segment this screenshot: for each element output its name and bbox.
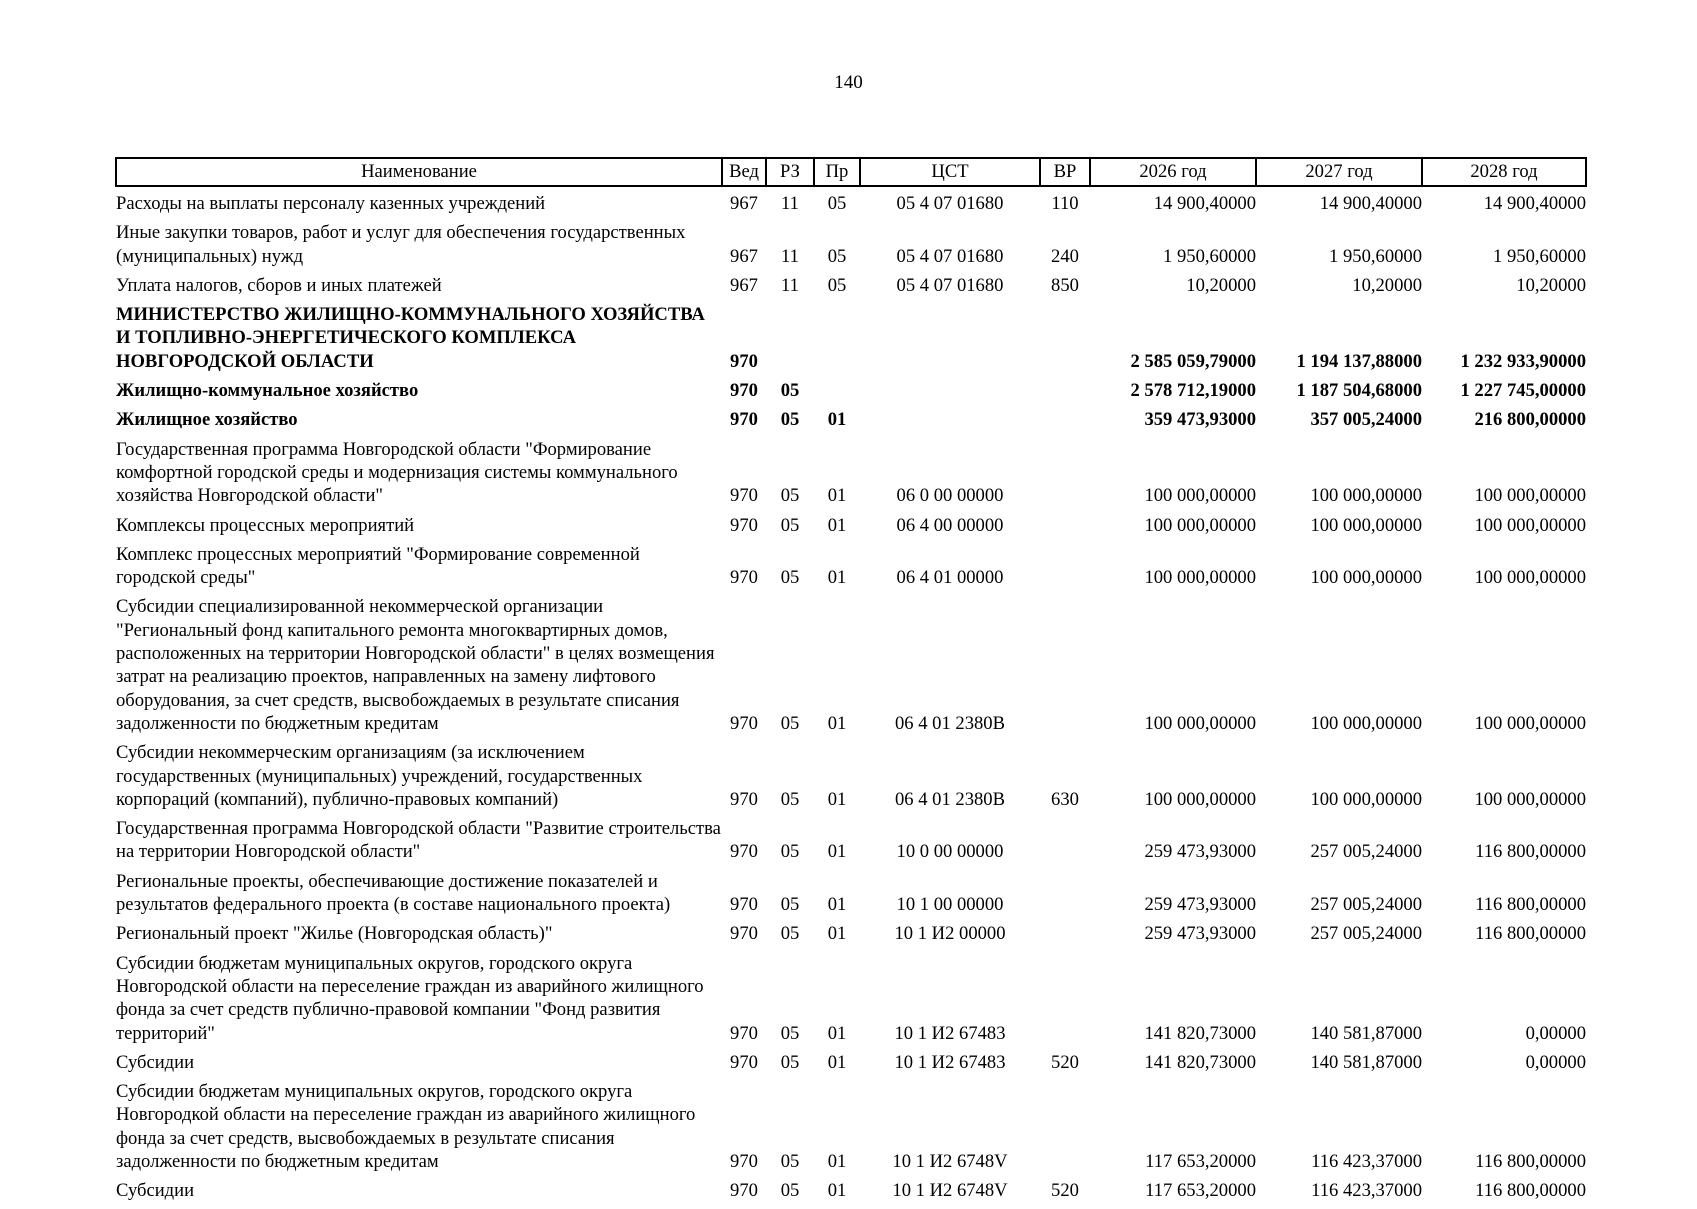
page-number: 140 [834, 72, 863, 93]
row-2027: 140 581,87000 [1310, 1051, 1422, 1073]
header-name: Наименование [116, 158, 722, 186]
row-pr: 01 [827, 923, 847, 945]
row-name: Комплекс процессных мероприятий "Формирование современной городской среды" [116, 543, 640, 589]
row-rz: 05 [780, 485, 800, 507]
row-ved: 970 [730, 485, 758, 507]
table-header-row [116, 158, 1586, 186]
row-2028: 116 800,00000 [1475, 1150, 1586, 1172]
row-vr: 850 [1051, 274, 1079, 296]
row-pr: 01 [827, 485, 847, 507]
row-rz: 05 [780, 380, 800, 402]
table-row [116, 741, 1586, 817]
row-cst: 06 4 00 00000 [896, 514, 1004, 536]
row-2027: 1 187 504,68000 [1296, 380, 1422, 402]
row-pr: 01 [827, 788, 847, 810]
row-2026: 141 820,73000 [1144, 1022, 1256, 1044]
row-2026: 359 473,93000 [1144, 409, 1256, 431]
row-vr: 240 [1051, 245, 1079, 267]
row-cst [860, 303, 1040, 379]
row-vr [1040, 543, 1090, 596]
row-rz: 05 [780, 514, 800, 536]
row-2028: 100 000,00000 [1474, 567, 1586, 589]
row-2026: 259 473,93000 [1144, 923, 1256, 945]
row-2028: 1 227 745,00000 [1460, 380, 1586, 402]
row-2027: 100 000,00000 [1310, 788, 1422, 810]
row-2026: 100 000,00000 [1144, 788, 1256, 810]
row-name: Государственная программа Новгородской области "Развитие строительства на территории Новгородской области" [116, 818, 721, 863]
row-pr: 01 [827, 1150, 847, 1172]
row-ved: 970 [730, 380, 758, 402]
row-vr [1040, 408, 1090, 437]
row-2028: 1 232 933,90000 [1460, 350, 1586, 372]
row-vr: 630 [1051, 788, 1079, 810]
row-2027: 100 000,00000 [1310, 712, 1422, 734]
row-name: Субсидии бюджетам муниципальных округов, городского округа Новгородкой области на переселение граждан из аварийного жилищного фонда за счет средств, высвобождаемых в результате списания задолженности по бюджетным кредитам [116, 1081, 696, 1172]
table-row [116, 922, 1586, 951]
row-name: МИНИСТЕРСТВО ЖИЛИЩНО-КОММУНАЛЬНОГО ХОЗЯЙСТВА И ТОПЛИВНО-ЭНЕРГЕТИЧЕСКОГО КОМПЛЕКСА НОВГОРОДСКОЙ ОБЛАСТИ [116, 304, 705, 372]
row-2028: 10,20000 [1516, 274, 1586, 296]
row-2026: 100 000,00000 [1144, 567, 1256, 589]
row-cst: 06 4 01 2380B [894, 712, 1006, 734]
row-2027: 1 950,60000 [1329, 245, 1422, 267]
row-pr: 01 [827, 1051, 847, 1073]
row-2027: 257 005,24000 [1310, 841, 1422, 863]
row-2027: 10,20000 [1352, 274, 1422, 296]
row-2026: 259 473,93000 [1144, 841, 1256, 863]
row-cst: 10 1 И2 00000 [894, 923, 1006, 945]
row-pr: 05 [827, 245, 847, 267]
row-rz: 05 [780, 712, 800, 734]
row-ved: 970 [730, 841, 758, 863]
row-name: Государственная программа Новгородской области "Формирование комфортной городской среды и модернизация системы коммунального хозяйства Новгородской области" [116, 438, 678, 507]
row-ved: 967 [730, 274, 758, 296]
row-rz: 05 [780, 788, 800, 810]
header-ved: Вед [722, 158, 766, 186]
row-vr [1040, 870, 1090, 923]
row-pr: 05 [827, 193, 847, 214]
row-2028: 0,00000 [1525, 1051, 1586, 1073]
row-rz: 05 [780, 1022, 800, 1044]
row-2026: 100 000,00000 [1144, 514, 1256, 536]
row-name: Комплексы процессных мероприятий [116, 514, 415, 536]
row-2028: 116 800,00000 [1475, 923, 1586, 945]
row-2027: 14 900,40000 [1319, 193, 1422, 214]
row-vr [1040, 817, 1090, 870]
row-2026: 117 653,20000 [1145, 1150, 1256, 1172]
row-2026: 259 473,93000 [1144, 894, 1256, 916]
row-2026: 1 950,60000 [1163, 245, 1256, 267]
row-name: Региональные проекты, обеспечивающие достижение показателей и результатов федерального проекта (в составе национального проекта) [116, 870, 671, 916]
row-vr [1040, 952, 1090, 1051]
row-cst: 05 4 07 01680 [896, 245, 1004, 267]
table-row [116, 870, 1586, 923]
row-vr [1040, 514, 1090, 543]
budget-table [115, 157, 1587, 1209]
row-rz: 05 [780, 1051, 800, 1073]
row-2027: 357 005,24000 [1310, 409, 1422, 431]
row-2028: 1 950,60000 [1493, 245, 1586, 267]
row-cst: 10 1 И2 67483 [894, 1022, 1006, 1044]
header-cst: ЦСТ [860, 158, 1040, 186]
row-2027: 100 000,00000 [1310, 567, 1422, 589]
row-ved: 970 [730, 409, 758, 431]
table-row [116, 1051, 1586, 1080]
table-row [116, 438, 1586, 514]
row-name: Субсидии [116, 1051, 195, 1073]
row-ved: 970 [730, 350, 758, 372]
header-vr: ВР [1040, 158, 1090, 186]
table-row [116, 1179, 1586, 1208]
row-rz: 05 [780, 1180, 800, 1202]
table-row [116, 186, 1586, 221]
row-cst: 06 4 01 00000 [896, 567, 1004, 589]
row-ved: 970 [730, 1180, 758, 1202]
row-2028: 100 000,00000 [1474, 788, 1586, 810]
row-vr [1040, 303, 1090, 379]
row-cst: 06 4 01 2380B [894, 788, 1006, 810]
row-cst [860, 408, 1040, 437]
row-name: Жилищно-коммунальное хозяйство [116, 380, 419, 402]
row-2028: 100 000,00000 [1474, 485, 1586, 507]
table-row [116, 595, 1586, 741]
row-2027: 257 005,24000 [1310, 923, 1422, 945]
row-ved: 967 [730, 245, 758, 267]
row-2027: 1 194 137,88000 [1296, 350, 1422, 372]
row-2028: 100 000,00000 [1474, 712, 1586, 734]
row-ved: 970 [730, 1150, 758, 1172]
table-row [116, 221, 1586, 274]
header-2028: 2028 год [1422, 158, 1586, 186]
row-ved: 970 [730, 894, 758, 916]
row-ved: 970 [730, 514, 758, 536]
row-2028: 216 800,00000 [1474, 409, 1586, 431]
row-rz: 05 [780, 1150, 800, 1172]
row-pr: 01 [827, 712, 847, 734]
row-vr [1040, 1080, 1090, 1179]
row-2026: 100 000,00000 [1144, 712, 1256, 734]
row-ved: 970 [730, 567, 758, 589]
row-name: Жилищное хозяйство [116, 409, 298, 431]
row-pr: 01 [827, 1180, 847, 1202]
table-row [116, 952, 1586, 1051]
row-cst: 10 1 00 00000 [896, 894, 1004, 916]
row-2028: 116 800,00000 [1475, 1180, 1586, 1202]
table-row-section [116, 303, 1586, 379]
row-2027: 257 005,24000 [1310, 894, 1422, 916]
row-2026: 100 000,00000 [1144, 485, 1256, 507]
row-rz: 05 [780, 841, 800, 863]
table-row [116, 274, 1586, 303]
row-pr: 01 [827, 841, 847, 863]
row-rz: 05 [780, 567, 800, 589]
row-2027: 140 581,87000 [1310, 1022, 1422, 1044]
row-vr [1040, 379, 1090, 408]
row-cst: 10 1 И2 6748V [892, 1150, 1008, 1172]
row-name: Расходы на выплаты персоналу казенных учреждений [116, 193, 546, 214]
row-ved: 970 [730, 712, 758, 734]
row-name: Уплата налогов, сборов и иных платежей [116, 274, 442, 296]
row-cst [860, 379, 1040, 408]
table-row-section [116, 408, 1586, 437]
row-2026: 10,20000 [1186, 274, 1256, 296]
row-cst: 05 4 07 01680 [896, 193, 1004, 214]
row-pr: 05 [827, 274, 847, 296]
table-row [116, 1080, 1586, 1179]
header-2026: 2026 год [1090, 158, 1256, 186]
row-rz: 05 [780, 409, 800, 431]
row-vr: 520 [1051, 1180, 1079, 1202]
row-2028: 116 800,00000 [1475, 841, 1586, 863]
row-2026: 117 653,20000 [1145, 1180, 1256, 1202]
row-pr: 01 [827, 409, 847, 431]
row-ved: 970 [730, 1051, 758, 1073]
row-pr: 01 [827, 567, 847, 589]
table-row [116, 543, 1586, 596]
row-2026: 2 578 712,19000 [1130, 380, 1256, 402]
row-2026: 141 820,73000 [1144, 1051, 1256, 1073]
row-2027: 116 423,37000 [1311, 1180, 1422, 1202]
row-rz: 11 [781, 245, 799, 267]
row-2028: 0,00000 [1525, 1022, 1586, 1044]
row-2028: 100 000,00000 [1474, 514, 1586, 536]
row-name: Субсидии бюджетам муниципальных округов, городского округа Новгородской области на переселение граждан из аварийного жилищного фонда за счет средств публично-правовой компании "Фонд развития территорий" [116, 952, 704, 1044]
row-ved: 967 [730, 193, 758, 214]
row-2027: 100 000,00000 [1310, 514, 1422, 536]
row-2028: 116 800,00000 [1475, 894, 1586, 916]
row-vr [1040, 922, 1090, 951]
row-name: Региональный проект "Жилье (Новгородская область)" [116, 923, 553, 945]
row-pr [814, 303, 860, 379]
table-row [116, 514, 1586, 543]
row-vr [1040, 438, 1090, 514]
table-row [116, 817, 1586, 870]
table-row-section [116, 379, 1586, 408]
header-2027: 2027 год [1256, 158, 1422, 186]
row-2027: 116 423,37000 [1311, 1150, 1422, 1172]
row-name: Субсидии некоммерческим организациям (за исключением государственных (муниципальных) учреждений, государственных корпораций (компаний), публично-правовых компаний) [116, 742, 643, 810]
row-ved: 970 [730, 788, 758, 810]
row-2027: 100 000,00000 [1310, 485, 1422, 507]
row-cst: 10 0 00 00000 [896, 841, 1004, 863]
row-pr [814, 379, 860, 408]
row-cst: 06 0 00 00000 [896, 485, 1004, 507]
row-vr [1040, 595, 1090, 741]
row-cst: 10 1 И2 6748V [892, 1180, 1008, 1202]
row-rz [766, 303, 814, 379]
header-rz: РЗ [766, 158, 814, 186]
row-name: Субсидии [116, 1180, 195, 1202]
row-2028: 14 900,40000 [1483, 193, 1586, 214]
row-rz: 05 [780, 894, 800, 916]
row-ved: 970 [730, 1022, 758, 1044]
row-name: Субсидии специализированной некоммерческой организации "Региональный фонд капитального ремонта многоквартирных домов, расположенных на территории Новгородской области" в целях возмещения затрат на реализацию проектов, направленных на замену лифтового оборудования, за счет средств, высвобождаемых в результате списания задолженности по бюджетным кредитам [116, 596, 715, 734]
row-2026: 2 585 059,79000 [1130, 350, 1256, 372]
row-name: Иные закупки товаров, работ и услуг для обеспечения государственных (муниципальных) нужд [116, 222, 686, 267]
row-rz: 11 [781, 193, 799, 214]
row-vr: 110 [1051, 193, 1079, 214]
row-pr: 01 [827, 514, 847, 536]
row-vr: 520 [1051, 1051, 1079, 1073]
row-cst: 05 4 07 01680 [896, 274, 1004, 296]
row-ved: 970 [730, 923, 758, 945]
row-2026: 14 900,40000 [1153, 193, 1256, 214]
row-rz: 11 [781, 274, 799, 296]
row-pr: 01 [827, 1022, 847, 1044]
row-cst: 10 1 И2 67483 [894, 1051, 1006, 1073]
row-pr: 01 [827, 894, 847, 916]
header-pr: Пр [814, 158, 860, 186]
row-rz: 05 [780, 923, 800, 945]
